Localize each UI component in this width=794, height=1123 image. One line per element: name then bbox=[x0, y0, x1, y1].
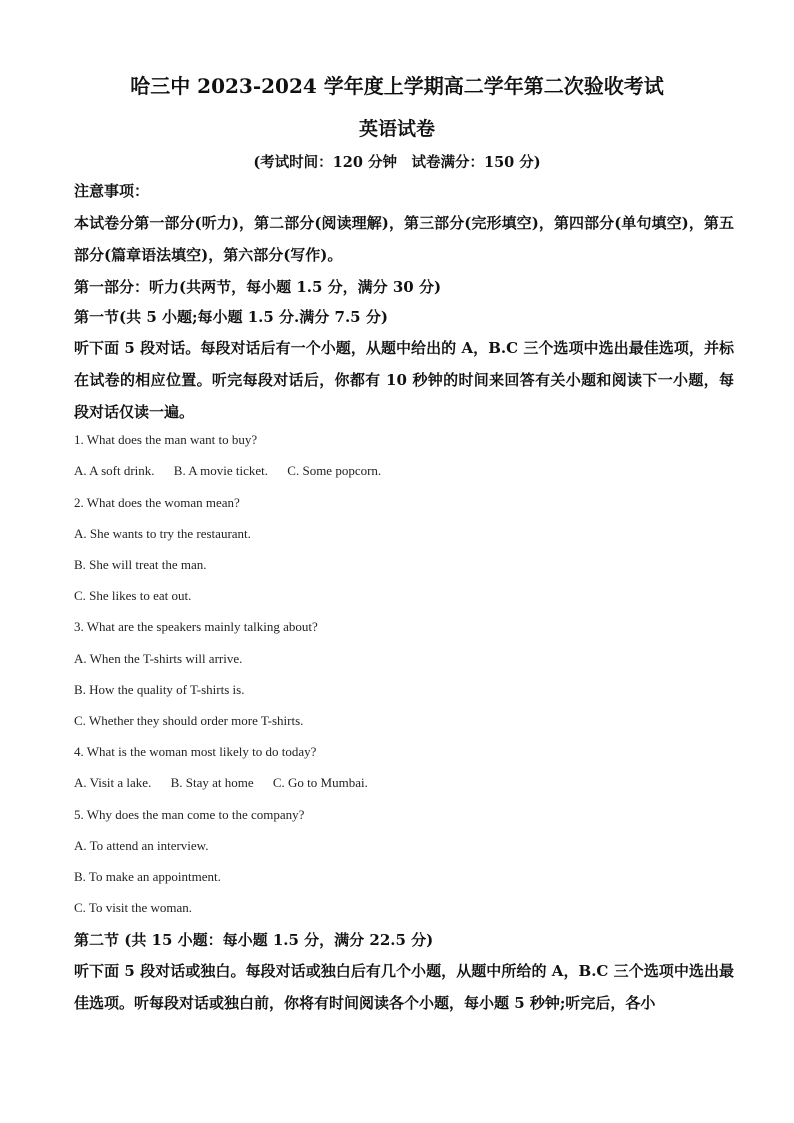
option-a: A. She wants to try the restaurant. bbox=[74, 526, 251, 541]
notes-heading: 注意事项： bbox=[74, 182, 150, 200]
question-4-options bbox=[74, 773, 384, 793]
part1-heading: 第一部分：听力(共两节，每小题 1.5 分，满分 30 分) bbox=[74, 278, 442, 296]
section1-heading: 第一节(共 5 小题;每小题 1.5 分.满分 7.5 分) bbox=[74, 308, 388, 326]
option-c: C. Some popcorn. bbox=[287, 463, 382, 478]
option-a: A. Visit a lake. bbox=[74, 775, 152, 790]
option-c: C. She likes to eat out. bbox=[74, 588, 192, 603]
subject-title: 英语试卷 bbox=[358, 118, 435, 140]
question-5: 5. Why does the man come to the company? bbox=[74, 807, 305, 822]
question-1-options bbox=[74, 461, 397, 481]
section2-heading: 第二节 (共 15 小题：每小题 1.5 分，满分 22.5 分) bbox=[74, 931, 434, 949]
section2-instructions: 听下面 5 段对话或独白。每段对话或独白后有几个小题，从题中所给的 A，B.C 三个选项中选出最佳选项。听每段对话或独白前，你将有时间阅读各个小题，每小题 5 秒钟;听完后，各小 bbox=[74, 962, 734, 1012]
option-b: B. Stay at home bbox=[170, 775, 254, 790]
option-a: A. When the T-shirts will arrive. bbox=[74, 651, 243, 666]
question-3: 3. What are the speakers mainly talking about? bbox=[74, 619, 318, 634]
question-1: 1. What does the man want to buy? bbox=[74, 432, 258, 447]
option-a: A. A soft drink. bbox=[74, 463, 155, 478]
option-a: A. To attend an interview. bbox=[74, 838, 209, 853]
option-c: C. Go to Mumbai. bbox=[272, 775, 368, 790]
section1-instructions: 听下面 5 段对话。每段对话后有一个小题，从题中给出的 A，B.C 三个选项中选出最佳选项，并标在试卷的相应位置。听完每段对话后，你都有 10 秒钟的时间来回答有关小题和阅读下一小题，每段对话仅读一遍。 bbox=[74, 339, 734, 421]
option-b: B. To make an appointment. bbox=[74, 869, 221, 884]
question-2: 2. What does the woman mean? bbox=[74, 495, 240, 510]
option-c: C. To visit the woman. bbox=[74, 900, 193, 915]
option-b: B. How the quality of T-shirts is. bbox=[74, 682, 245, 697]
option-b: B. A movie ticket. bbox=[173, 463, 269, 478]
notes-text: 本试卷分第一部分(听力)，第二部分(阅读理解)，第三部分(完形填空)，第四部分(单句填空)，第五部分(篇章语法填空)，第六部分(写作)。 bbox=[74, 214, 734, 264]
option-b: B. She will treat the man. bbox=[74, 557, 207, 572]
exam-info: (考试时间：120 分钟 试卷满分：150 分) bbox=[253, 154, 541, 171]
option-c: C. Whether they should order more T-shirts. bbox=[74, 713, 304, 728]
question-4: 4. What is the woman most likely to do today? bbox=[74, 744, 317, 759]
exam-title: 哈三中 2023-2024 学年度上学期高二学年第二次验收考试 bbox=[130, 74, 664, 98]
